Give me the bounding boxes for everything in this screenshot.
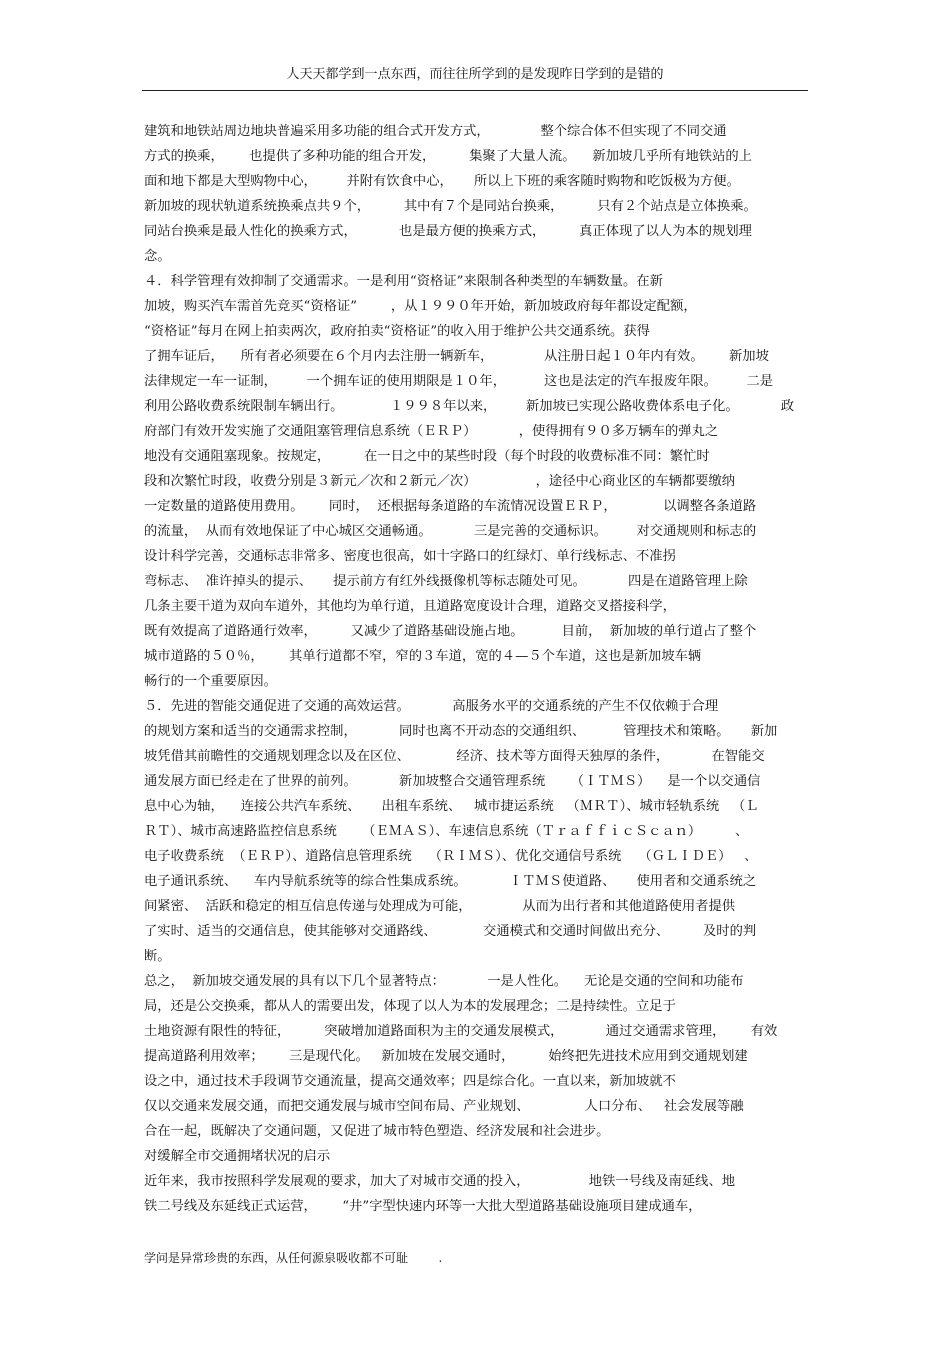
- text-line: 念。: [144, 249, 171, 264]
- text-line: 合在一起，既解决了交通问题，又促进了城市特色塑造、经济发展和社会进步。: [144, 1124, 610, 1139]
- text-line: 坡凭借其前瞻性的交通规划理念以及在区位、 经济、技术等方面得天独厚的条件， 在智能交: [144, 749, 765, 764]
- text-line: 总之， 新加坡交通发展的具有以下几个显著特点： 一是人性化。 无论是交通的空间和功能布: [144, 974, 744, 989]
- text-line: 一定数量的道路使用费用。 同时， 还根据每条道路的车流情况设置ＥＲＰ， 以调整各条道路: [144, 499, 757, 514]
- text-line: 面和地下都是大型购物中心， 并附有饮食中心， 所以上下班的乘客随时购物和吃饭极为方便。: [144, 174, 740, 189]
- text-line: 了实时、适当的交通信息，使其能够对交通路线、 交通模式和交通时间做出充分、 及时的判: [144, 924, 757, 939]
- text-line: 近年来，我市按照科学发展观的要求，加大了对城市交通的投入， 地铁一号线及南延线、地: [144, 1174, 736, 1189]
- text-line: 了拥车证后， 所有者必须要在６个月内去注册一辆新车， 从注册日起１０年内有效。 新加坡: [144, 349, 769, 364]
- page-footer: 学问是异常珍贵的东西，从任何源泉吸收都不可耻 .: [144, 1251, 443, 1265]
- text-line: 既有效提高了道路通行效率， 又减少了道路基础设施占地。 目前， 新加坡的单行道占了整个: [144, 624, 757, 639]
- text-line: 加坡，购买汽车需首先竞买“资格证” ，从１９９０年开始，新加坡政府每年都设定配额，: [144, 299, 697, 314]
- header-divider: [142, 90, 808, 91]
- text-line: ５．先进的智能交通促进了交通的高效运营。 高服务水平的交通系统的产生不仅依赖于合理: [144, 699, 719, 714]
- text-line: 对缓解全市交通拥堵状况的启示: [144, 1149, 331, 1164]
- text-line: ４．科学管理有效抑制了交通需求。一是利用“资格证”来限制各种类型的车辆数量。在新: [144, 274, 663, 289]
- text-line: 段和次繁忙时段，收费分别是３新元／次和２新元／次） ，途径中心商业区的车辆都要缴纳: [144, 474, 736, 489]
- text-line: 的流量， 从而有效地保证了中心城区交通畅通。 三是完善的交通标识。 对交通规则和标志的: [144, 524, 757, 539]
- text-line: 设计科学完善，交通标志非常多、密度也很高，如十字路口的红绿灯、单行线标志、不准拐: [144, 549, 676, 564]
- text-line: 铁二号线及东延线正式运营， “井”字型快速内环等一大批大型道路基础设施项目建成通车，: [144, 1199, 702, 1214]
- text-line: 同站台换乘是最人性化的换乘方式， 也是最方便的换乘方式， 真正体现了以人为本的规划理: [144, 224, 752, 239]
- text-line: 城市道路的５０％， 其单行道都不窄，窄的３车道，宽的４—５个车道，这也是新加坡车辆: [144, 649, 702, 664]
- text-line: 法律规定一车一证制， 一个拥车证的使用期限是１０年， 这也是法定的汽车报废年限。 二是: [144, 374, 774, 389]
- text-line: 建筑和地铁站周边地块普遍采用多功能的组合式开发方式， 整个综合体不但实现了不同交通: [144, 124, 727, 139]
- text-line: 弯标志、 准许掉头的提示、 提示前方有红外线摄像机等标志随处可见。 四是在道路管理上除: [144, 574, 748, 589]
- text-line: 土地资源有限性的特征， 突破增加道路面积为主的交通发展模式， 通过交通需求管理， 有效: [144, 1024, 778, 1039]
- text-line: 几条主要干道为双向车道外，其他均为单行道，且道路宽度设计合理，道路交叉搭接科学，: [144, 599, 676, 614]
- text-line: 通发展方面已经走在了世界的前列。 新加坡整合交通管理系统 （ＩＴＭＳ） 是一个以交通信: [144, 774, 761, 789]
- text-line: 局，还是公交换乘，都从人的需要出发，体现了以人为本的发展理念；二是持续性。立足于: [144, 999, 676, 1014]
- text-line: ＲＴ）、城市高速路监控信息系统 （ＥＭＡＳ）、车速信息系统（ＴｒａｆｆｉｃＳｃａｎ） 、: [144, 824, 749, 839]
- text-line: 府部门有效开发实施了交通阻塞管理信息系统（ＥＲＰ） ，使得拥有９０多万辆车的弹丸之: [144, 424, 719, 439]
- text-line: 仅以交通来发展交通，而把交通发展与城市空间布局、产业规划、 人口分布、 社会发展等融: [144, 1099, 744, 1114]
- page-header: 人天天都学到一点东西，而往往所学到的是发现昨日学到的是错的: [286, 67, 664, 82]
- text-line: 电子通讯系统、 车内导航系统等的综合性集成系统。 ＩＴＭＳ使道路、 使用者和交通系统之: [144, 874, 757, 889]
- text-line: 电子收费系统 （ＥＲＰ）、道路信息管理系统 （ＲＩＭＳ）、优化交通信号系统 （ＧＬＩＤＥ） 、: [144, 849, 758, 864]
- text-line: 新加坡的现状轨道系统换乘点共９个， 其中有７个是同站台换乘， 只有２个站点是立体换乘。: [144, 199, 757, 214]
- text-line: 畅行的一个重要原因。: [144, 674, 277, 689]
- text-line: 的规划方案和适当的交通需求控制， 同时也离不开动态的交通组织、 管理技术和策略。 新加: [144, 724, 778, 739]
- text-line: “资格证”每月在网上拍卖两次，政府拍卖“资格证”的收入用于维护公共交通系统。获得: [144, 324, 650, 339]
- body-text: [144, 119, 812, 1219]
- text-line: 方式的换乘， 也提供了多种功能的组合开发， 集聚了大量人流。 新加坡几乎所有地铁站的上: [144, 149, 752, 164]
- text-line: 地没有交通阻塞现象。按规定， 在一日之中的某些时段（每个时段的收费标准不同：繁忙时: [144, 449, 710, 464]
- text-line: 利用公路收费系统限制车辆出行。 １９９８年以来， 新加坡已实现公路收费体系电子化。 政: [144, 399, 795, 414]
- text-line: 间紧密、 活跃和稳定的相互信息传递与处理成为可能， 从而为出行者和其他道路使用者提供: [144, 899, 736, 914]
- text-line: 提高道路利用效率； 三是现代化。 新加坡在发展交通时， 始终把先进技术应用到交通规划建: [144, 1049, 748, 1064]
- text-line: 息中心为轴， 连接公共汽车系统、 出租车系统、 城市捷运系统 （ＭＲＴ）、城市轻轨系统 （Ｌ: [144, 799, 759, 814]
- text-line: 断。: [144, 949, 171, 964]
- text-line: 设之中，通过技术手段调节交通流量，提高交通效率；四是综合化。一直以来，新加坡就不: [144, 1074, 676, 1089]
